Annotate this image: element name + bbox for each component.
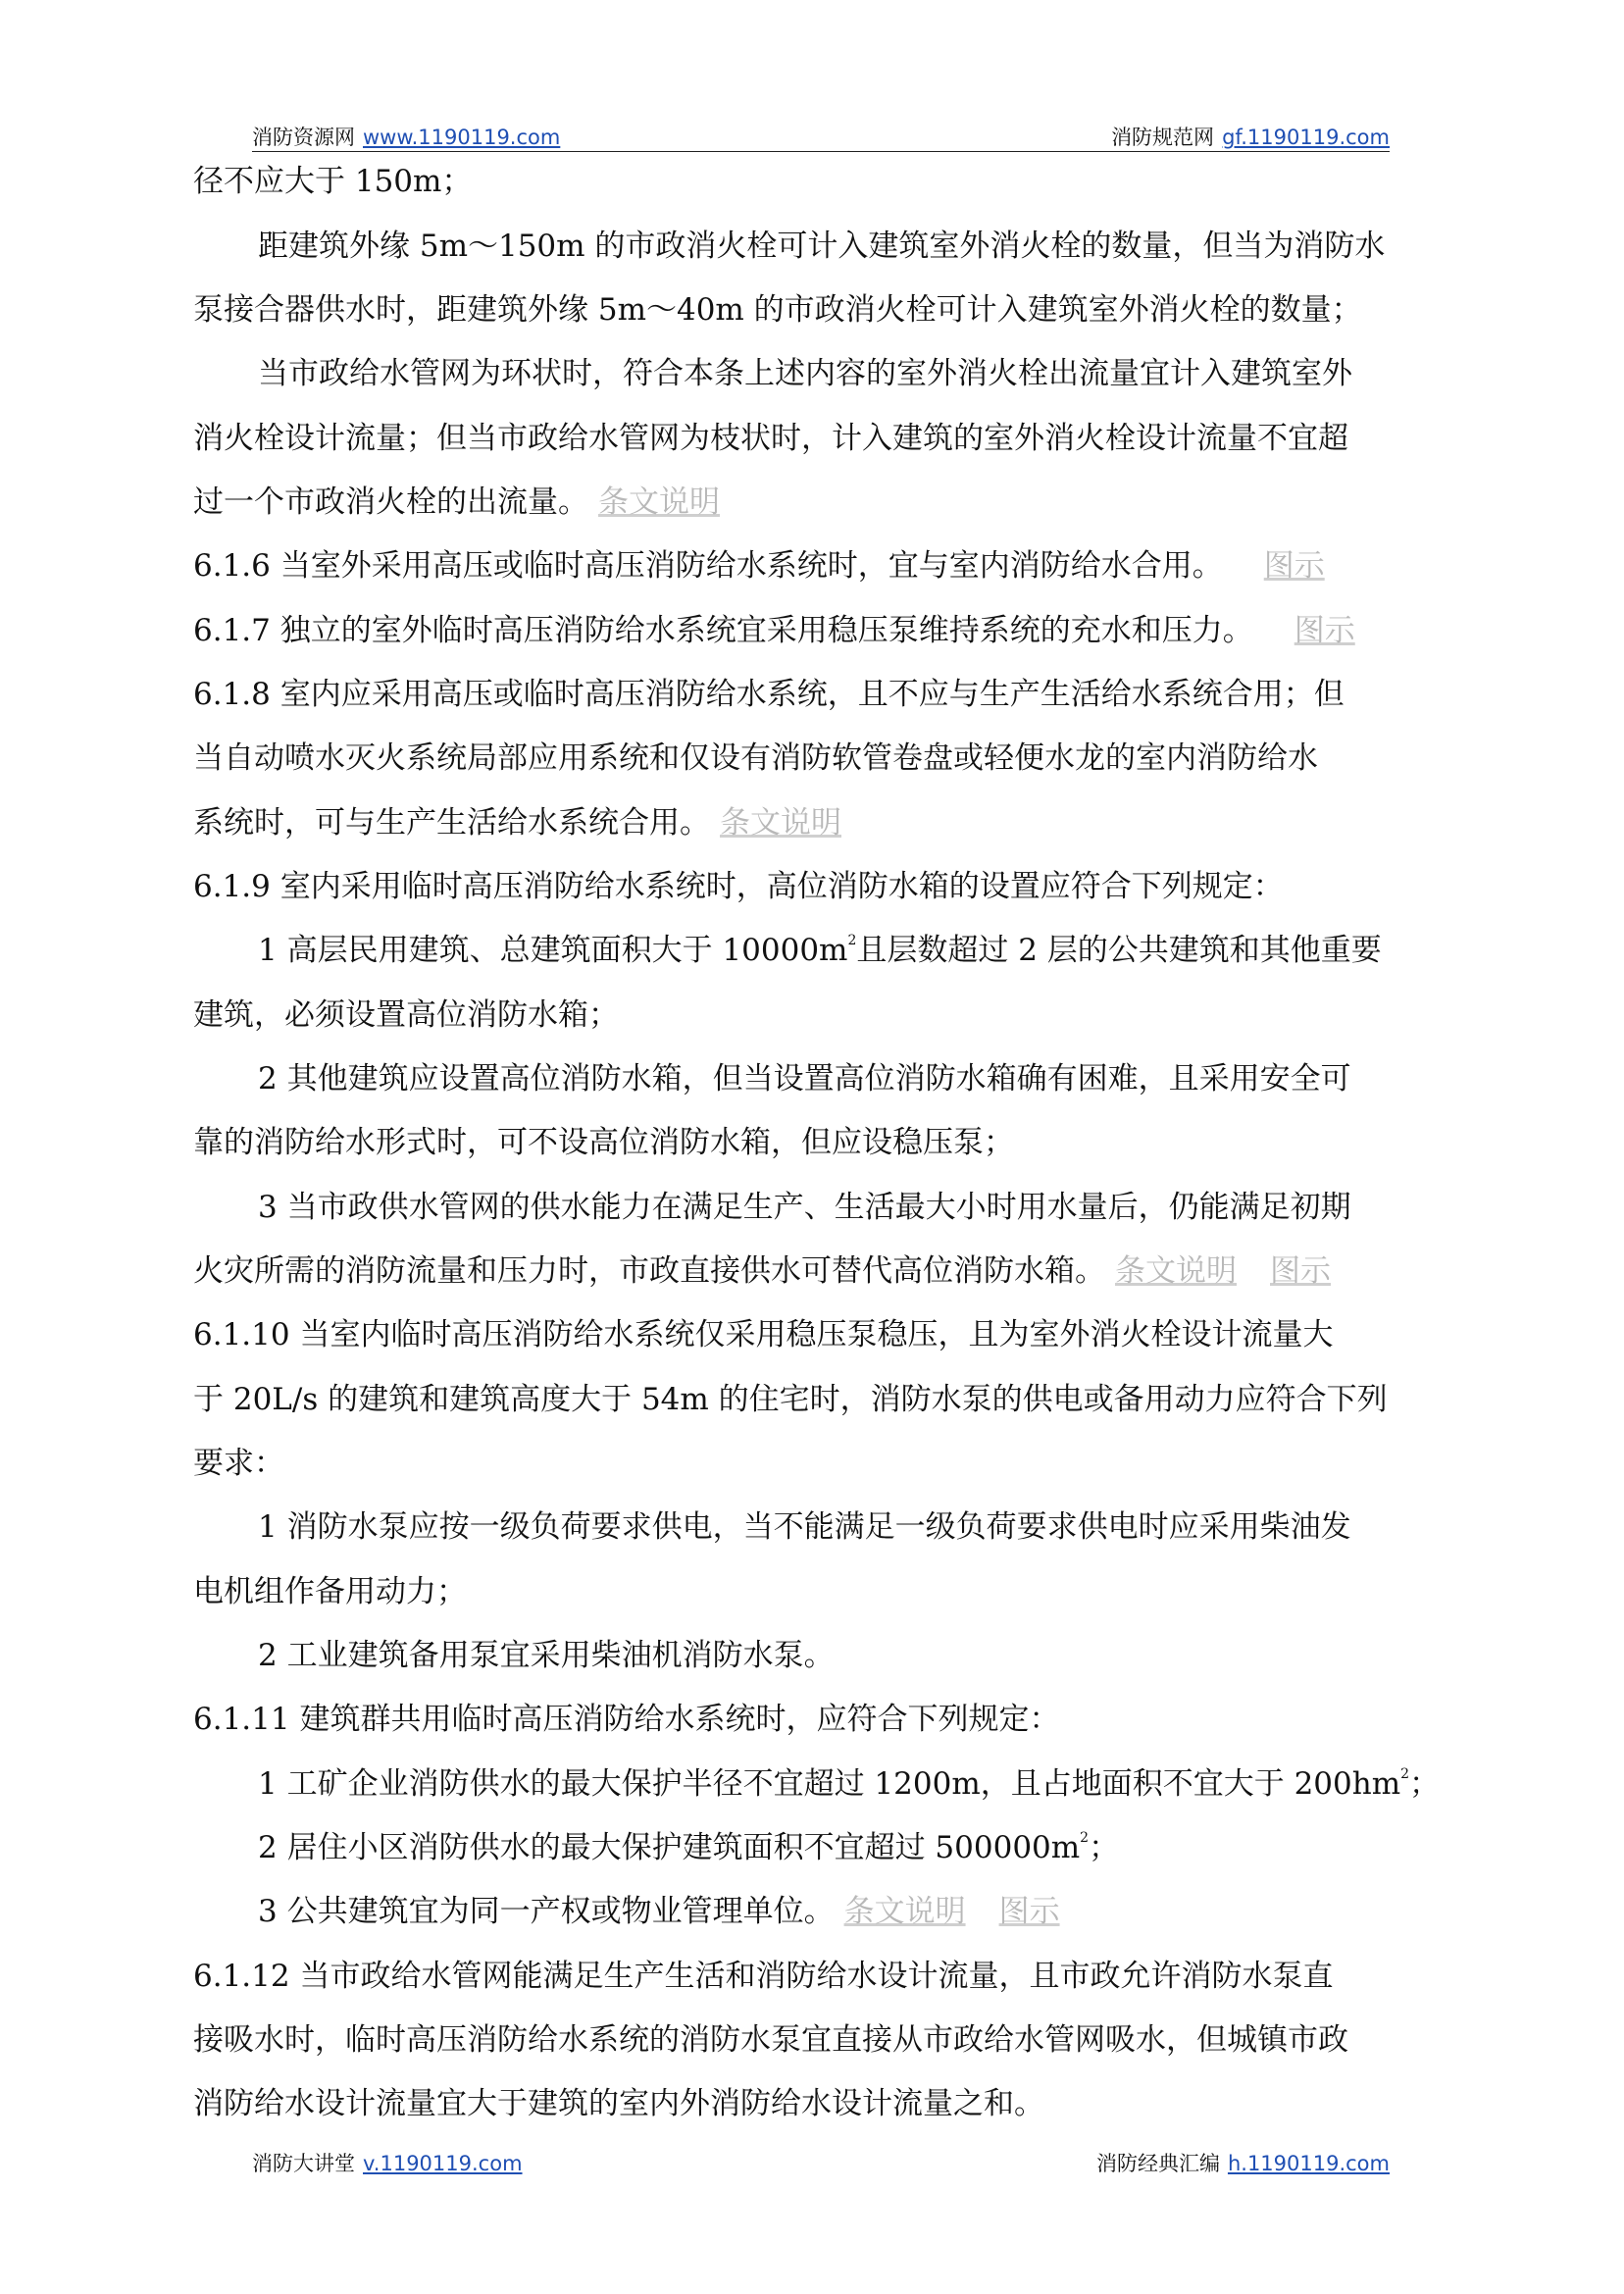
text-line: 6.1.7 独立的室外临时高压消防给水系统宜采用稳压泵维持系统的充水和压力。 图示 (193, 613, 1355, 648)
clause-explanation-link[interactable]: 条文说明 (720, 805, 841, 841)
header-right-link[interactable]: gf.1190119.com (1222, 126, 1390, 149)
diagram-link[interactable]: 图示 (1270, 1253, 1331, 1289)
text-line: 于 20L/s 的建筑和建筑高度大于 54m 的住宅时，消防水泵的供电或备用动力应符合下列 (193, 1382, 1388, 1417)
header-left (252, 122, 560, 151)
header-left-link[interactable]: www.1190119.com (363, 126, 561, 149)
footer-right-site: 消防经典汇编 (1095, 2152, 1220, 2175)
header-left-site: 消防资源网 (252, 126, 355, 149)
clause-explanation-link[interactable]: 条文说明 (843, 1894, 966, 1929)
text-line: 径不应大于 150m； (193, 164, 473, 199)
text-line: 靠的消防给水形式时，可不设高位消防水箱，但应设稳压泵； (193, 1125, 1014, 1160)
text-line: 当自动喷水灭火系统局部应用系统和仅设有消防软管卷盘或轻便水龙的室内消防给水 (193, 740, 1318, 776)
diagram-link[interactable]: 图示 (1263, 548, 1325, 584)
text-line: 火灾所需的消防流量和压力时，市政直接供水可替代高位消防水箱。 条文说明 图示 (193, 1253, 1331, 1289)
diagram-link[interactable]: 图示 (1294, 613, 1355, 648)
text-line: 消防给水设计流量宜大于建筑的室内外消防给水设计流量之和。 (193, 2086, 1044, 2121)
text-line: 6.1.6 当室外采用高压或临时高压消防给水系统时，宜与室内消防给水合用。 图示 (193, 548, 1325, 584)
text-line: 当市政给水管网为环状时，符合本条上述内容的室外消火栓出流量宜计入建筑室外 (258, 356, 1352, 391)
clause-explanation-link[interactable]: 条文说明 (598, 484, 720, 520)
text-line: 系统时，可与生产生活给水系统合用。 条文说明 (193, 805, 841, 841)
footer-left (252, 2148, 523, 2177)
header-right (1111, 122, 1390, 151)
text-line: 消火栓设计流量；但当市政给水管网为枝状时，计入建筑的室外消火栓设计流量不宜超 (193, 421, 1348, 456)
text-line: 1 工矿企业消防供水的最大保护半径不宜超过 1200m，且占地面积不宜大于 $200hm^2$； (258, 1766, 1441, 1802)
clause-explanation-link[interactable]: 条文说明 (1115, 1253, 1237, 1289)
text-line: 建筑，必须设置高位消防水箱； (193, 997, 619, 1033)
text-line: 6.1.10 当室内临时高压消防给水系统仅采用稳压泵稳压，且为室外消火栓设计流量大 (193, 1317, 1334, 1352)
footer-right (1096, 2148, 1390, 2177)
footer-left-link[interactable]: v.1190119.com (363, 2152, 523, 2175)
text-line: 6.1.12 当市政给水管网能满足生产生活和消防给水设计流量，且市政允许消防水泵直 (193, 1959, 1334, 1994)
footer-right-link[interactable]: h.1190119.com (1227, 2152, 1390, 2175)
header-right-site: 消防规范网 (1111, 126, 1215, 149)
page-header (252, 122, 1390, 152)
text-line: 2 居住小区消防供水的最大保护建筑面积不宜超过 $500000m^2$； (258, 1830, 1120, 1865)
text-line: 2 其他建筑应设置高位消防水箱，但当设置高位消防水箱确有困难，且采用安全可 (258, 1061, 1351, 1096)
text-line: 泵接合器供水时，距建筑外缘 5m～40m 的市政消火栓可计入建筑室外消火栓的数量； (193, 292, 1362, 328)
footer-left-site: 消防大讲堂 (252, 2152, 355, 2175)
text-line: 6.1.8 室内应采用高压或临时高压消防给水系统，且不应与生产生活给水系统合用；但 (193, 677, 1345, 712)
text-line: 6.1.9 室内采用临时高压消防给水系统时，高位消防水箱的设置应符合下列规定： (193, 869, 1284, 904)
text-line: 1 高层民用建筑、总建筑面积大于 $10000m^2$且层数超过 2 层的公共建筑和其他重要 (258, 933, 1382, 968)
text-line: 1 消防水泵应按一级负荷要求供电，当不能满足一级负荷要求供电时应采用柴油发 (258, 1509, 1351, 1545)
text-line: 3 当市政供水管网的供水能力在满足生产、生活最大小时用水量后，仍能满足初期 (258, 1190, 1351, 1225)
text-line: 电机组作备用动力； (193, 1574, 467, 1609)
text-line: 6.1.11 建筑群共用临时高压消防给水系统时，应符合下列规定： (193, 1702, 1060, 1737)
diagram-link[interactable]: 图示 (998, 1894, 1060, 1929)
text-line: 距建筑外缘 5m～150m 的市政消火栓可计入建筑室外消火栓的数量，但当为消防水 (258, 229, 1386, 264)
text-line: 3 公共建筑宜为同一产权或物业管理单位。 条文说明 图示 (258, 1894, 1060, 1929)
text-line: 过一个市政消火栓的出流量。 条文说明 (193, 484, 720, 520)
text-line: 要求： (193, 1446, 284, 1481)
text-line: 接吸水时，临时高压消防给水系统的消防水泵宜直接从市政给水管网吸水，但城镇市政 (193, 2022, 1348, 2058)
text-line: 2 工业建筑备用泵宜采用柴油机消防水泵。 (258, 1638, 835, 1673)
page-footer (252, 2148, 1390, 2177)
